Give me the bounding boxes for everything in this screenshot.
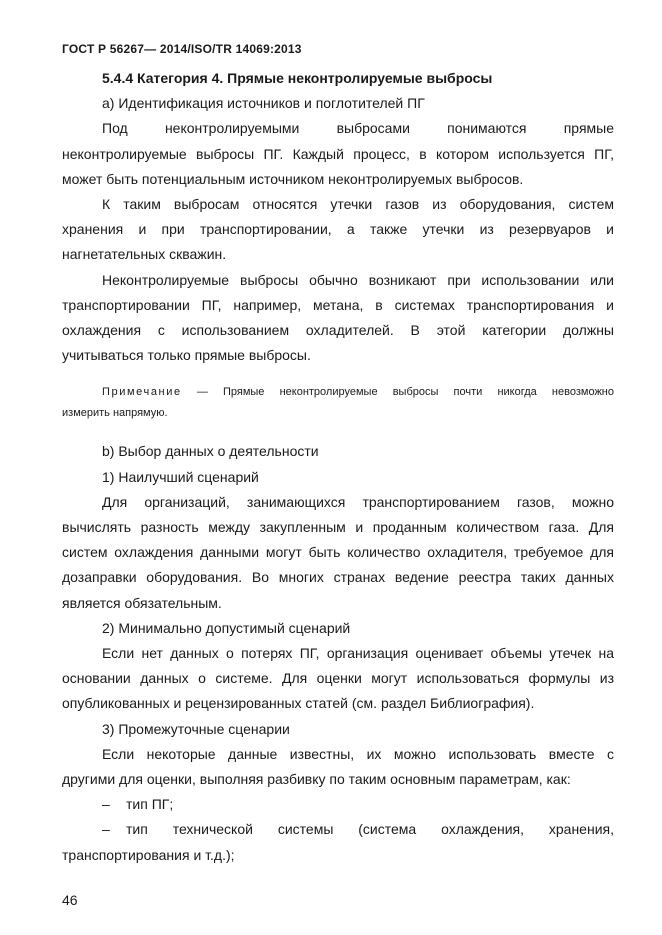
list-item-continuation: транспортирования и т.д.); (62, 846, 235, 863)
paragraph-line: является обязательным. (62, 594, 222, 611)
section-title: 5.4.4 Категория 4. Прямые неконтролируемые выбросы (102, 70, 493, 86)
scenario-2-title: 2) Минимально допустимый сценарий (102, 619, 351, 636)
paragraph-line: Для организаций, занимающихся транспортированием газов, можно (102, 493, 614, 510)
standard-header: ГОСТ Р 56267— 2014/ISO/TR 14069:2013 (62, 42, 302, 56)
paragraph-line: дозаправки оборудования. Во многих странах ведение реестра таких данных (62, 569, 614, 586)
note-line (62, 382, 614, 403)
paragraph-line: Под неконтролируемыми выбросами понимаются прямые (102, 120, 614, 137)
note-label: Примечание (102, 386, 182, 399)
paragraph-line: вычислять разность между закупленным и проданным количеством газа. Для (62, 519, 614, 536)
paragraph-line: К таким выбросам относятся утечки газов из оборудования, систем (102, 196, 614, 213)
subsection-a-title: а) Идентификация источников и поглотителей ПГ (102, 95, 425, 112)
note-text: — Прямые неконтролируемые выбросы почти никогда невозможно (181, 386, 614, 399)
list-item (62, 817, 614, 842)
paragraph-line: другими для оценки, выполняя разбивку по таким основным параметрам, как: (62, 771, 571, 788)
paragraph-line: Если некоторые данные известны, их можно использовать вместе с (102, 745, 614, 762)
list-dash: – (102, 821, 110, 838)
paragraph-line: хранения и при транспортировании, а также утечки из резервуаров и (62, 221, 614, 238)
paragraph-line: может быть потенциальным источником неконтролируемых выбросов. (62, 170, 524, 187)
list-item-text: тип технической системы (система охлаждения, хранения, (126, 821, 614, 838)
paragraph-line: Неконтролируемые выбросы обычно возникают при использовании или (102, 271, 614, 288)
paragraph-line: основании данных о системе. Для оценки могут использоваться формулы из (62, 670, 614, 687)
list-item (62, 792, 614, 817)
paragraph-line: транспортировании ПГ, например, метана, в системах транспортирования и (62, 296, 614, 313)
list-dash: – (102, 796, 110, 813)
list-item-text: тип ПГ; (126, 796, 174, 813)
paragraph-line: систем охлаждения данными могут быть количество охладителя, требуемое для (62, 544, 614, 561)
document-body (62, 66, 614, 868)
note-line: измерить напрямую. (62, 407, 168, 420)
scenario-3-title: 3) Промежуточные сценарии (102, 720, 290, 737)
subsection-b-title: b) Выбор данных о деятельности (102, 443, 319, 460)
scenario-1-title: 1) Наилучший сценарий (102, 468, 259, 485)
note-block (62, 382, 614, 424)
paragraph-line: нагнетательных скважин. (62, 246, 227, 263)
paragraph-line: неконтролируемые выбросы ПГ. Каждый процесс, в котором используется ПГ, (62, 145, 614, 162)
page-number: 46 (62, 892, 78, 908)
paragraph-line: опубликованных и рецензированных статей (см. раздел Библиография). (62, 695, 535, 712)
paragraph-line: Если нет данных о потерях ПГ, организация оценивает объемы утечек на (102, 645, 614, 662)
paragraph-line: охлаждения с использованием охладителей. В этой категории должны (62, 322, 614, 339)
paragraph-line: учитываться только прямые выбросы. (62, 347, 311, 364)
